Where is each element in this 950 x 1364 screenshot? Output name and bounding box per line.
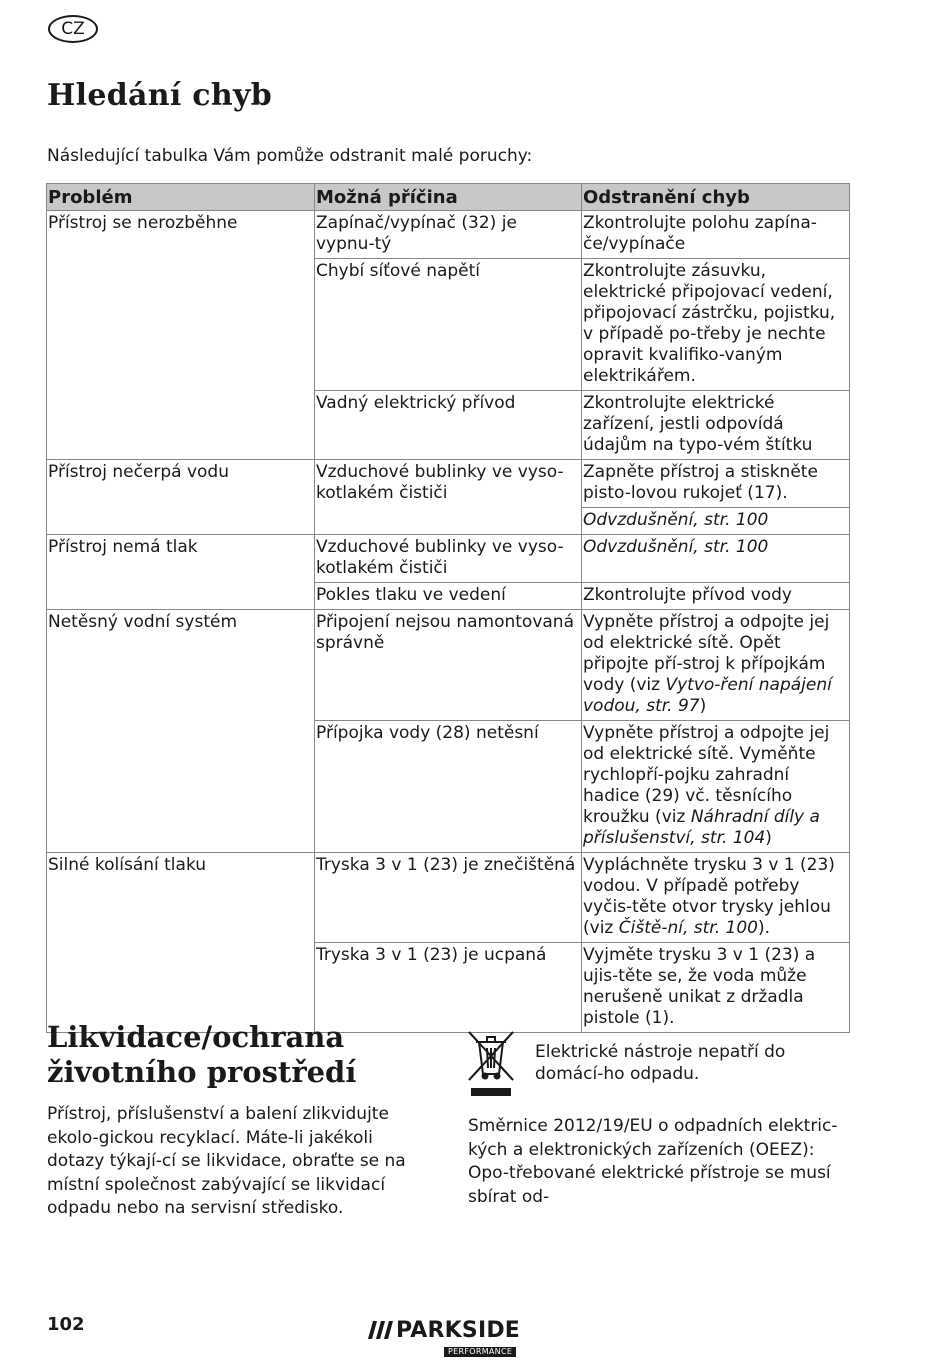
- page-number: 102: [47, 1314, 85, 1335]
- language-badge: CZ: [48, 15, 98, 43]
- remedy-cell: Zkontrolujte zásuvku, elektrické připojovací vedení, připojovací zástrčku, pojistku, v případě po-třeby je nechte opravit kvalifiko-vaným elektrikářem.: [582, 259, 850, 391]
- cause-cell: Přípojka vody (28) netěsní: [315, 721, 582, 853]
- remedy-text-end: ): [765, 828, 772, 848]
- remedy-reference: Vytvo-ření napájení vodou, str. 97: [583, 675, 832, 716]
- cause-cell: Zapínač/vypínač (32) je vypnu-tý: [315, 211, 582, 259]
- table-header-row: [47, 184, 850, 211]
- disposal-heading-line1: Likvidace/ochrana: [47, 1020, 345, 1054]
- remedy-cell: Odvzdušnění, str. 100: [582, 508, 850, 535]
- remedy-reference: Čiště-ní, str. 100: [618, 918, 758, 938]
- cause-cell: Chybí síťové napětí: [315, 259, 582, 391]
- problem-cell: Přístroj nečerpá vodu: [47, 460, 315, 535]
- cause-cell: Tryska 3 v 1 (23) je ucpaná: [315, 943, 582, 1033]
- remedy-text: Vypláchněte trysku 3 v 1 (23) vodou. V případě potřeby vyčis-těte otvor trysky jehlou (viz: [583, 855, 835, 938]
- header-cause: Možná příčina: [315, 184, 582, 211]
- remedy-text-end: ).: [757, 918, 771, 938]
- cause-cell: Tryska 3 v 1 (23) je znečištěná: [315, 853, 582, 943]
- table-row: [47, 211, 850, 259]
- remedy-cell: Zapněte přístroj a stiskněte pisto-lovou rukojeť (17).: [582, 460, 850, 508]
- troubleshooting-table: [46, 183, 850, 1033]
- problem-cell: Silné kolísání tlaku: [47, 853, 315, 1033]
- remedy-cell: Vyjměte trysku 3 v 1 (23) a ujis-těte se, že voda může nerušeně unikat z držadla pistole (1).: [582, 943, 850, 1033]
- remedy-text: Vypněte přístroj a odpojte jej od elektrické sítě. Vyměňte rychlopří-pojku zahradní hadice (29) vč. těsnícího kroužku (viz: [583, 723, 830, 827]
- remedy-cell: [582, 610, 850, 721]
- remedy-cell: [582, 721, 850, 853]
- troubleshooting-intro: Následující tabulka Vám pomůže odstranit malé poruchy:: [47, 146, 533, 166]
- cause-cell: Pokles tlaku ve vedení: [315, 583, 582, 610]
- cause-cell: Připojení nejsou namontovaná správně: [315, 610, 582, 721]
- logo-slashes-icon: [368, 1321, 394, 1341]
- problem-cell: Přístroj se nerozběhne: [47, 211, 315, 460]
- header-problem: Problém: [47, 184, 315, 211]
- table-row: [47, 610, 850, 721]
- brand-name: PARKSIDE: [396, 1318, 521, 1343]
- cause-cell: Vzduchové bublinky ve vyso-kotlakém čističi: [315, 460, 582, 535]
- cause-cell: Vzduchové bublinky ve vyso-kotlakém čističi: [315, 535, 582, 583]
- problem-cell: Netěsný vodní systém: [47, 610, 315, 853]
- weee-note: Elektrické nástroje nepatří do domácí-ho odpadu.: [535, 1042, 786, 1084]
- brand-subline: PERFORMANCE: [444, 1347, 516, 1357]
- table-row: [47, 535, 850, 583]
- remedy-reference: Náhradní díly a příslušenství, str. 104: [583, 807, 820, 848]
- disposal-heading-line2: životního prostředí: [47, 1055, 357, 1089]
- remedy-cell: Zkontrolujte elektrické zařízení, jestli odpovídá údajům na typo-vém štítku: [582, 391, 850, 460]
- remedy-cell: Zkontrolujte polohu zapína-če/vypínače: [582, 211, 850, 259]
- crossed-bin-icon: [467, 1030, 515, 1098]
- cause-cell: Vadný elektrický přívod: [315, 391, 582, 460]
- parkside-logo: [368, 1318, 533, 1360]
- remedy-cell: [582, 853, 850, 943]
- remedy-cell: Zkontrolujte přívod vody: [582, 583, 850, 610]
- table-row: [47, 853, 850, 943]
- troubleshooting-heading: Hledání chyb: [47, 78, 272, 113]
- directive-paragraph: Směrnice 2012/19/EU o odpadních elektric-kých a elektronických zařízeních (OEEZ): Opo-třebované elektrické přístroje se musí sbírat od-: [468, 1116, 838, 1207]
- table-row: [47, 460, 850, 508]
- disposal-paragraph: Přístroj, příslušenství a balení zlikvidujte ekolo-gickou recyklací. Máte-li jakékoli dotazy týkají-cí se likvidace, obraťte se na místní společnost zabývající se likvidací odpadu nebo na servisní středisko.: [47, 1104, 406, 1218]
- problem-cell: Přístroj nemá tlak: [47, 535, 315, 610]
- disposal-heading: [47, 1020, 427, 1090]
- remedy-cell: Odvzdušnění, str. 100: [582, 535, 850, 583]
- remedy-text: Vypněte přístroj a odpojte jej od elektrické sítě. Opět připojte pří-stroj k přípojkám vody (viz: [583, 612, 830, 695]
- remedy-text-end: ): [699, 696, 707, 716]
- header-remedy: Odstranění chyb: [582, 184, 850, 211]
